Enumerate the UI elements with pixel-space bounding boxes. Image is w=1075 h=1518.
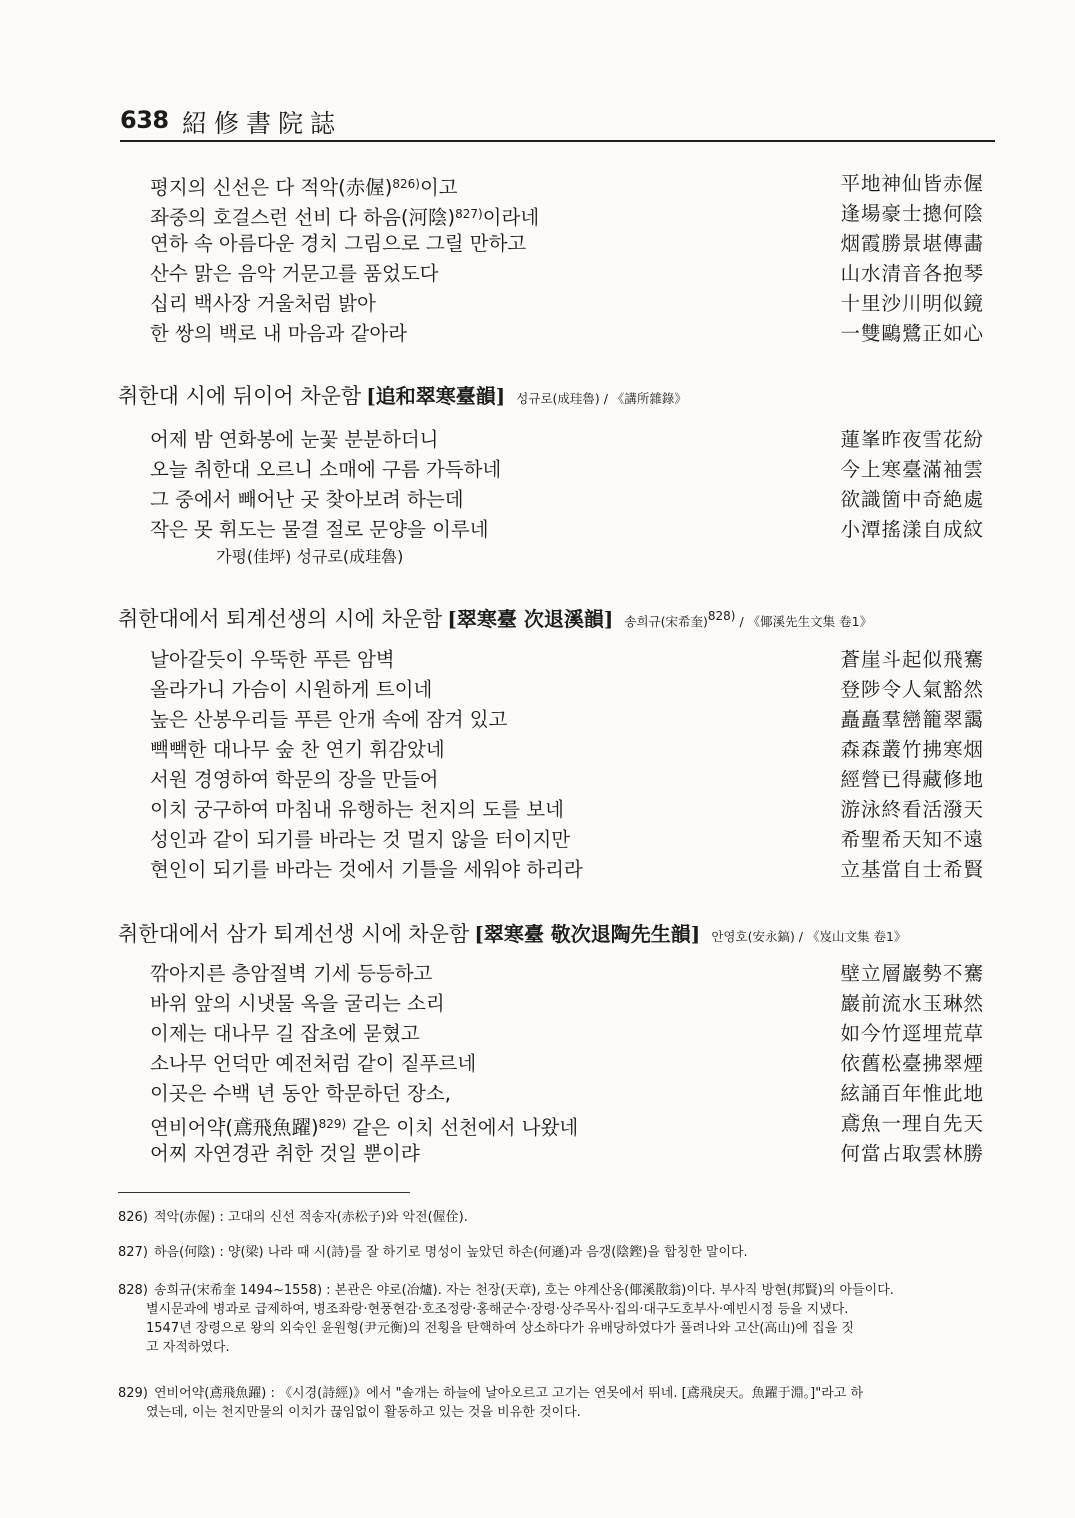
poem-line (118, 826, 988, 856)
hanja-line: 逢場豪士摠何陰 (840, 202, 984, 225)
hanja-line: 壁立層巖勢不騫 (840, 962, 984, 985)
poem-line (118, 200, 988, 230)
hanja-line: 十里沙川明似鏡 (840, 292, 984, 315)
hanja-line: 蒼崖斗起似飛騫 (840, 648, 984, 671)
section-4-heading (118, 918, 906, 948)
poem-line (118, 1050, 988, 1080)
hanja-line: 森森叢竹拂寒烟 (840, 738, 984, 761)
poem-line (118, 736, 988, 766)
korean-line: 이제는 대나무 길 잡초에 묻혔고 (150, 1022, 420, 1045)
hanja-line: 巖前流水玉琳然 (840, 992, 984, 1015)
poem-line (118, 486, 988, 516)
heading-source: 성규로(成珪魯) / 《講所雜錄》 (516, 391, 687, 406)
poem-line (118, 766, 988, 796)
korean-line: 바위 앞의 시냇물 옥을 굴리는 소리 (150, 992, 445, 1015)
poem-line (118, 456, 988, 486)
poem-line (118, 516, 988, 546)
section-2-heading (118, 380, 687, 410)
page-number: 638 (120, 106, 169, 134)
hanja-line: 立基當自士希賢 (840, 858, 984, 881)
poem-line (118, 796, 988, 826)
poem-4 (118, 960, 988, 1170)
hanja-line: 小潭搖漾自成紋 (840, 518, 984, 541)
poem-line (118, 706, 988, 736)
hanja-line: 一雙鷗鷺正如心 (840, 322, 984, 345)
poem-2 (118, 426, 988, 546)
hanja-line: 何當占取雲林勝 (840, 1142, 984, 1165)
hanja-line: 山水清音各抱琴 (840, 262, 984, 285)
hanja-line: 矗矗羣巒籠翠靄 (840, 708, 984, 731)
korean-line: 높은 산봉우리들 푸른 안개 속에 잠겨 있고 (150, 708, 508, 731)
poem-line (118, 960, 988, 990)
korean-line: 산수 맑은 음악 거문고를 품었도다 (150, 262, 439, 285)
poem-line (118, 320, 988, 350)
hanja-line: 蓮峯昨夜雪花紛 (840, 428, 984, 451)
footnote-rule (118, 1192, 410, 1193)
poem-line (118, 1020, 988, 1050)
footnote-829: 829) 연비어약(鳶飛魚躍) : 《시경(詩經)》에서 "솔개는 하늘에 날아오르고 고기는 연못에서 뛰네. [鳶飛戾天。魚躍于淵。]"라고 하 였는데, 이는 천지만물의 이치가 끊임없이 활동하고 있는 것을 비유한 것이다. (118, 1386, 864, 1420)
heading-source: 안영호(安永鎬) / 《岌山文集 卷1》 (711, 929, 907, 944)
poem-1 (118, 170, 988, 350)
hanja-line: 鳶魚一理自先天 (840, 1112, 984, 1135)
section-3-heading (118, 603, 872, 633)
poem-line (118, 1140, 988, 1170)
poem-3 (118, 646, 988, 886)
heading-hanja: [翠寒臺 次退溪韻] (447, 607, 614, 631)
hanja-line: 游泳終看活潑天 (840, 798, 984, 821)
hanja-line: 平地神仙皆赤偓 (840, 172, 984, 195)
korean-line: 올라가니 가슴이 시원하게 트이네 (150, 678, 433, 701)
korean-line: 한 쌍의 백로 내 마음과 같아라 (150, 322, 408, 345)
attribution: 가평(佳坪) 성규로(成珪魯) (216, 547, 404, 566)
poem-line (118, 1110, 988, 1140)
poem-line (118, 426, 988, 456)
poem-line (118, 646, 988, 676)
poem-line (118, 676, 988, 706)
korean-line: 그 중에서 빼어난 곳 찾아보려 하는데 (150, 488, 464, 511)
poem-line (118, 260, 988, 290)
header-rule (120, 140, 995, 142)
poem-line (118, 990, 988, 1020)
book-title: 紹修書院誌 (182, 109, 343, 138)
heading-korean: 취한대에서 퇴계선생의 시에 차운함 (118, 607, 443, 631)
heading-hanja: [翠寒臺 敬次退陶先生韻] (474, 922, 701, 946)
hanja-line: 希聖希天知不遠 (840, 828, 984, 851)
poem-line (118, 290, 988, 320)
korean-line: 이치 궁구하여 마침내 유행하는 천지의 도를 보네 (150, 798, 564, 821)
korean-line: 현인이 되기를 바라는 것에서 기틀을 세워야 하리라 (150, 858, 583, 881)
hanja-line: 登陟令人氣豁然 (840, 678, 984, 701)
korean-line: 날아갈듯이 우뚝한 푸른 암벽 (150, 648, 395, 671)
heading-source: 송희규(宋希奎)828) / 《倻溪先生文集 卷1》 (624, 609, 873, 629)
korean-line: 서원 경영하여 학문의 장을 만들어 (150, 768, 439, 791)
hanja-line: 欲識箇中奇絶處 (840, 488, 984, 511)
korean-line: 성인과 같이 되기를 바라는 것 멀지 않을 터이지만 (150, 828, 571, 851)
poem-line (118, 170, 988, 200)
korean-line: 어제 밤 연화봉에 눈꽃 분분하더니 (150, 428, 439, 451)
korean-line: 평지의 신선은 다 적악(赤偓)$^{826)}$이고 (150, 176, 458, 199)
korean-line: 소나무 언덕만 예전처럼 같이 짙푸르네 (150, 1052, 477, 1075)
footnote-826: 826) 적악(赤偓) : 고대의 신선 적송자(赤松子)와 악전(偓佺). (118, 1210, 468, 1225)
heading-korean: 취한대에서 삼가 퇴계선생 시에 차운함 (118, 922, 470, 946)
hanja-line: 今上寒臺滿袖雲 (840, 458, 984, 481)
heading-korean: 취한대 시에 뒤이어 차운함 (118, 384, 362, 408)
heading-hanja: [追和翠寒臺韻] (366, 384, 506, 408)
footnote-827: 827) 하음(何陰) : 양(梁) 나라 때 시(詩)를 잘 하기로 명성이 높았던 하손(何遜)과 음갱(陰鏗)을 합칭한 말이다. (118, 1245, 748, 1260)
korean-line: 연하 속 아름다운 경치 그림으로 그릴 만하고 (150, 232, 527, 255)
page-header (120, 104, 995, 142)
korean-line: 이곳은 수백 년 동안 학문하던 장소, (150, 1082, 451, 1105)
korean-line: 빽빽한 대나무 숲 찬 연기 휘감았네 (150, 738, 445, 761)
hanja-line: 依舊松臺拂翠煙 (840, 1052, 984, 1075)
korean-line: 연비어약(鳶飛魚躍)$^{829)}$ 같은 이치 선천에서 나왔네 (150, 1116, 579, 1139)
korean-line: 오늘 취한대 오르니 소매에 구름 가득하네 (150, 458, 502, 481)
hanja-line: 經營已得藏修地 (840, 768, 984, 791)
poem-line (118, 230, 988, 260)
korean-line: 깎아지른 층암절벽 기세 등등하고 (150, 962, 433, 985)
korean-line: 어찌 자연경관 취한 것일 뿐이랴 (150, 1142, 420, 1165)
korean-line: 작은 못 휘도는 물결 절로 문양을 이루네 (150, 518, 489, 541)
poem-line (118, 1080, 988, 1110)
korean-line: 십리 백사장 거울처럼 밝아 (150, 292, 376, 315)
hanja-line: 烟霞勝景堪傳畵 (840, 232, 984, 255)
hanja-line: 絃誦百年惟此地 (840, 1082, 984, 1105)
footnote-828: 828) 송희규(宋希奎 1494~1558) : 본관은 야로(冶爐). 자는 천장(天章), 호는 야계산옹(倻溪散翁)이다. 부사직 방현(邦賢)의 아들이다. 별시문과에 병과로 급제하여, 병조좌랑·현풍현감·호조정랑·홍해군수·장령·상주목사·집의·대구도호부사·예빈시정 등을 지냈다. 1547년 장령으로 왕의 외숙인 윤원형(尹元衡)의 전횡을 탄핵하여 상소하다가 유배당하였다가 풀려나와 고산(高山)에 집을 짓 고 자적하였다. (118, 1283, 894, 1355)
poem-line (118, 856, 988, 886)
hanja-line: 如今竹逕埋荒草 (840, 1022, 984, 1045)
korean-line: 좌중의 호걸스런 선비 다 하음(河陰)$^{827)}$이라네 (150, 206, 540, 229)
